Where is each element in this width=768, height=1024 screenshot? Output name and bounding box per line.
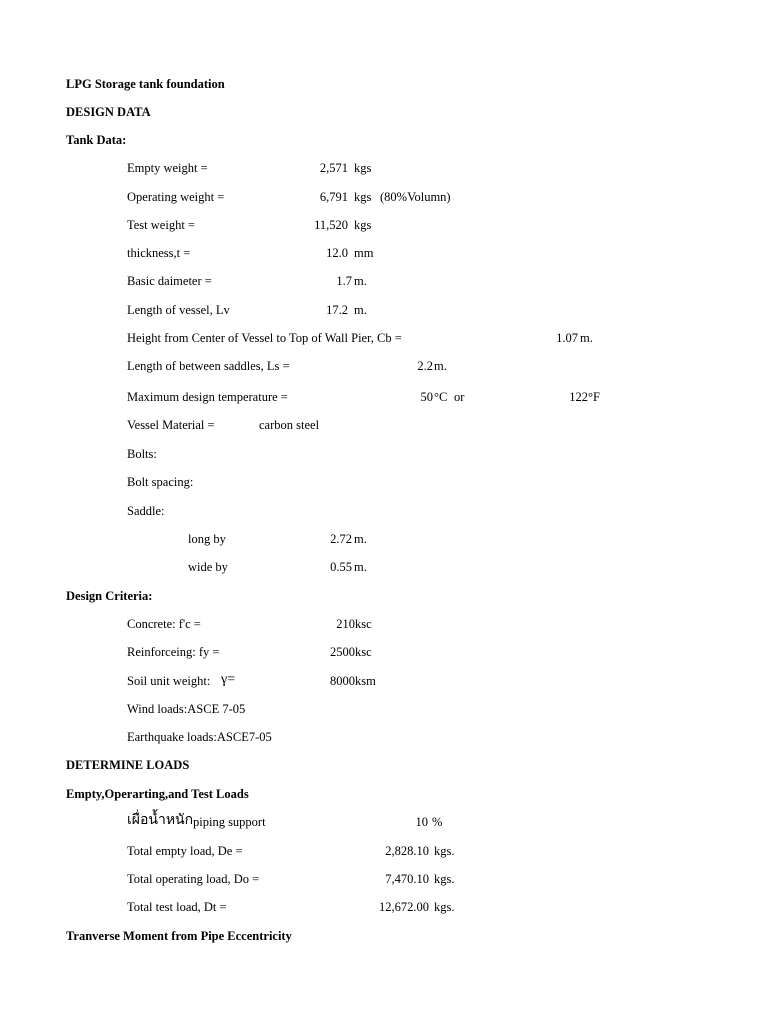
operating-weight-label: Operating weight = xyxy=(127,190,225,204)
max-temp-label: Maximum design temperature = xyxy=(127,390,288,404)
max-temp-fahrenheit-unit: °F xyxy=(588,390,600,404)
total-empty-label: Total empty load, De = xyxy=(127,844,243,858)
loads-subheading: Empty,Operarting,and Test Loads xyxy=(66,787,249,801)
height-cb-unit: m. xyxy=(580,331,593,345)
saddle-wide-label: wide by xyxy=(188,560,228,574)
max-temp-or: or xyxy=(454,390,465,404)
soil-weight-value: 8000 xyxy=(330,674,355,688)
total-operating-unit: kgs. xyxy=(434,872,455,886)
empty-weight-value: 2,571 xyxy=(319,161,348,175)
thickness-unit: mm xyxy=(354,246,374,260)
concrete-unit: ksc xyxy=(355,617,372,631)
test-weight-label: Test weight = xyxy=(127,218,195,232)
tank-data-heading: Tank Data: xyxy=(66,133,127,147)
design-criteria-heading: Design Criteria: xyxy=(66,589,153,603)
saddle-length-unit: m. xyxy=(434,359,447,373)
test-weight-value: 11,520 xyxy=(314,218,348,232)
operating-weight-value: 6,791 xyxy=(319,190,348,204)
basic-diameter-label: Basic daimeter = xyxy=(127,274,212,288)
max-temp-celsius-value: 50 xyxy=(420,390,433,404)
saddle-length-value: 2.2 xyxy=(417,359,433,373)
soil-weight-label: Soil unit weight: xyxy=(127,674,211,688)
thickness-label: thickness,t = xyxy=(127,246,191,260)
saddle-wide-unit: m. xyxy=(354,560,367,574)
document-title: LPG Storage tank foundation xyxy=(66,77,225,91)
design-data-heading: DESIGN DATA xyxy=(66,105,151,119)
total-operating-value: 7,470.10 xyxy=(385,872,429,886)
piping-support-unit: % xyxy=(432,815,443,829)
saddle-length-label: Length of between saddles, Ls = xyxy=(127,359,290,373)
vessel-material-value: carbon steel xyxy=(259,418,320,432)
max-temp-fahrenheit-value: 122 xyxy=(569,390,588,404)
thickness-value: 12.0 xyxy=(326,246,348,260)
vessel-length-unit: m. xyxy=(354,303,367,317)
earthquake-loads: Earthquake loads:ASCE7-05 xyxy=(127,730,272,744)
total-test-label: Total test load, Dt = xyxy=(127,900,227,914)
max-temp-celsius-unit: °C xyxy=(434,390,448,404)
empty-weight-unit: kgs xyxy=(354,161,372,175)
concrete-label: Concrete: f'c = xyxy=(127,617,201,631)
bolts-label: Bolts: xyxy=(127,447,157,461)
saddle-long-label: long by xyxy=(188,532,226,546)
saddle-wide-value: 0.55 xyxy=(330,560,352,574)
vessel-material-label: Vessel Material = xyxy=(127,418,215,432)
vessel-length-label: Length of vessel, Lv xyxy=(127,303,230,317)
piping-support-value: 10 xyxy=(415,815,428,829)
total-operating-label: Total operating load, Do = xyxy=(127,872,260,886)
saddle-label: Saddle: xyxy=(127,504,165,518)
total-test-value: 12,672.00 xyxy=(379,900,429,914)
saddle-long-unit: m. xyxy=(354,532,367,546)
basic-diameter-value: 1.7 xyxy=(336,274,352,288)
reinforcing-label: Reinforceing: fy = xyxy=(127,645,220,659)
wind-loads: Wind loads:ASCE 7-05 xyxy=(127,702,246,716)
determine-loads-heading: DETERMINE LOADS xyxy=(66,758,190,772)
soil-weight-symbol: γ= xyxy=(221,672,236,687)
bolt-spacing-label: Bolt spacing: xyxy=(127,475,194,489)
operating-weight-note: (80%Volumn) xyxy=(380,190,451,204)
height-cb-value: 1.07 xyxy=(556,331,578,345)
transverse-moment-heading: Tranverse Moment from Pipe Eccentricity xyxy=(66,929,292,943)
vessel-length-value: 17.2 xyxy=(326,303,348,317)
saddle-long-value: 2.72 xyxy=(330,532,352,546)
total-empty-value: 2,828.10 xyxy=(385,844,429,858)
empty-weight-label: Empty weight = xyxy=(127,161,208,175)
reinforcing-value: 2500 xyxy=(330,645,355,659)
reinforcing-unit: ksc xyxy=(355,645,372,659)
piping-support-label: piping support xyxy=(193,815,266,829)
test-weight-unit: kgs xyxy=(354,218,372,232)
concrete-value: 210 xyxy=(336,617,355,631)
piping-support-thai-label: เผื่อน้ำหนัก xyxy=(127,813,194,828)
basic-diameter-unit: m. xyxy=(354,274,367,288)
total-empty-unit: kgs. xyxy=(434,844,455,858)
operating-weight-unit: kgs xyxy=(354,190,372,204)
total-test-unit: kgs. xyxy=(434,900,455,914)
height-cb-label: Height from Center of Vessel to Top of Wall Pier, Cb = xyxy=(127,331,402,345)
soil-weight-unit: ksm xyxy=(355,674,376,688)
